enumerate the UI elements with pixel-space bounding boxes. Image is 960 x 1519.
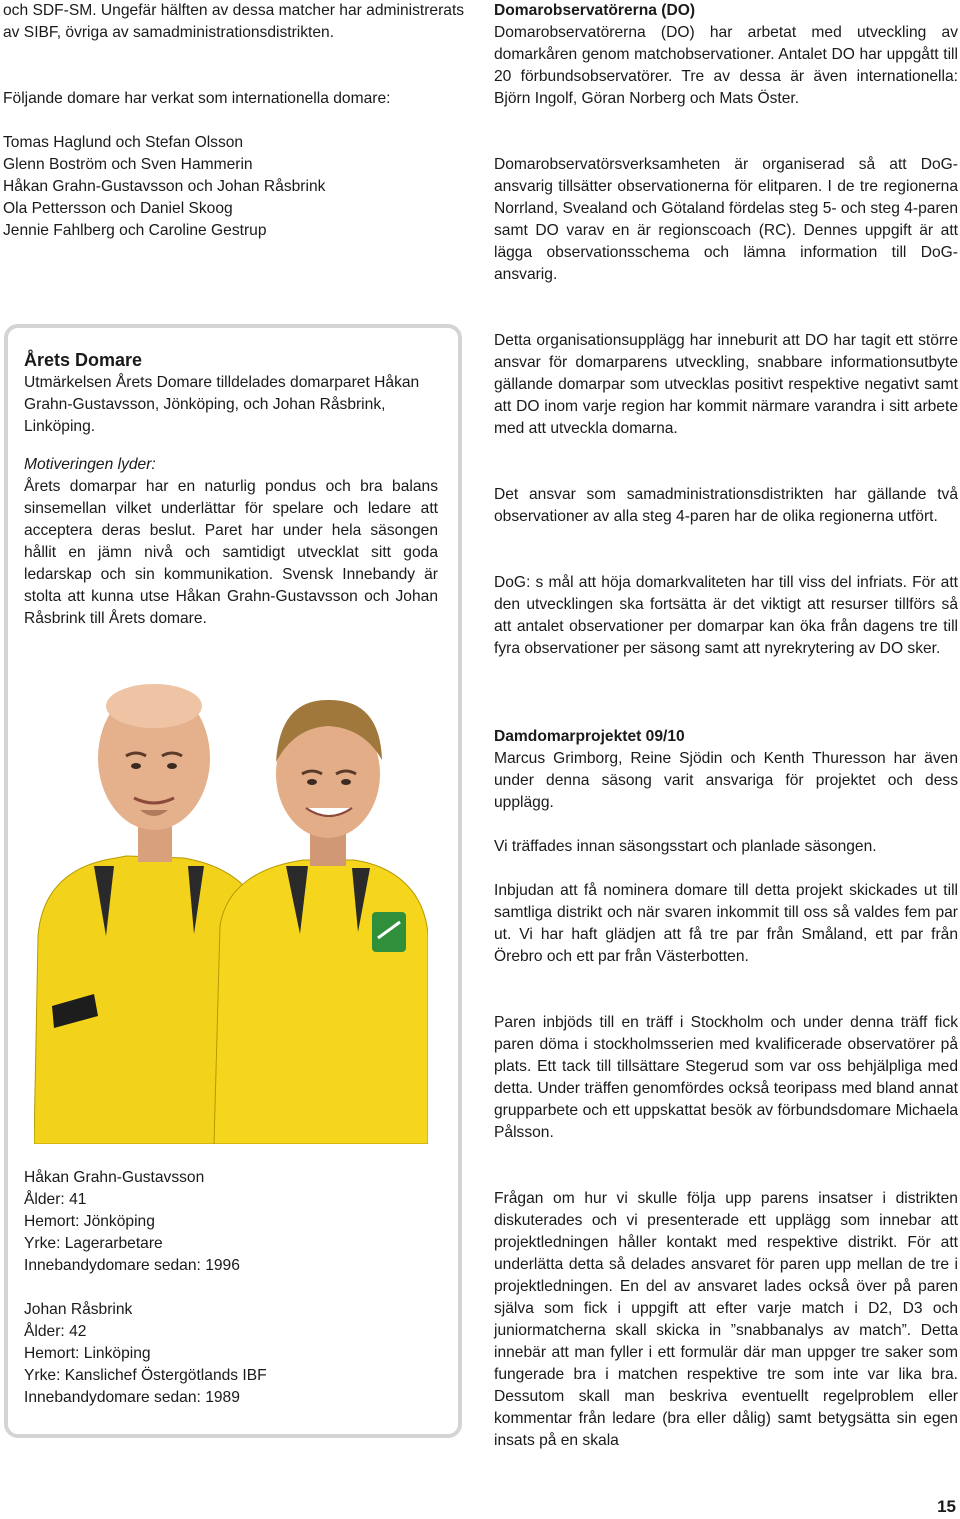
referee-hometown: Hemort: Jönköping bbox=[24, 1213, 155, 1230]
referee-bios bbox=[24, 1167, 444, 1409]
damdomar-heading: Damdomarprojektet 09/10 bbox=[494, 728, 685, 745]
international-referees-heading: Följande domare har verkat som internationella domare: bbox=[3, 90, 391, 107]
award-content bbox=[24, 348, 438, 630]
damdomar-paragraph-2: Vi träffades innan säsongsstart och planlade säsongen. bbox=[494, 838, 877, 855]
do-paragraph-2: Domarobservatörsverksamheten är organiserad så att DoG-ansvarig tillsätter observationerna för elitparen. I de tre regionerna Norrland, Svealand och Götaland fördelas steg 5- och steg 4-paren samt DO varav en är regionscoach (RC). Dennes uppgift är att lägga observationsschema och lämna information till DoG-ansvarig. bbox=[494, 156, 958, 283]
do-paragraph-3: Detta organisationsupplägg har inneburit att DO har tagit ett större ansvar för domarparens utveckling, snabbare informationsutbyte gällande domarpar som utvecklas positivt respektive negativt samt att DO inom varje region har kommit närmare varandra i sitt arbete med att utveckla domarna. bbox=[494, 332, 958, 437]
do-paragraph-5: DoG: s mål att höja domarkvaliteten har till viss del infriats. För att den utvecklingen ska fortsätta är det viktigt att resurser tillförs så att antalet observationer per domarpar kan öka från dagens tre till fyra observationer per säsong samt att nyrekrytering av DO sker. bbox=[494, 574, 958, 657]
international-referees-list bbox=[3, 132, 471, 242]
referee-since: Innebandydomare sedan: 1989 bbox=[24, 1389, 240, 1406]
list-item: Tomas Haglund och Stefan Olsson bbox=[3, 134, 244, 151]
referee-job: Yrke: Kanslichef Östergötlands IBF bbox=[24, 1367, 267, 1384]
referee-right-figure bbox=[214, 700, 428, 1144]
list-item: Håkan Grahn-Gustavsson och Johan Råsbrink bbox=[3, 178, 326, 195]
referee-since: Innebandydomare sedan: 1996 bbox=[24, 1257, 240, 1274]
referee-age: Ålder: 41 bbox=[24, 1191, 87, 1208]
referee-age: Ålder: 42 bbox=[24, 1323, 87, 1340]
list-item: Jennie Fahlberg och Caroline Gestrup bbox=[3, 222, 267, 239]
page-number: 15 bbox=[937, 1497, 956, 1516]
referee-bio-2 bbox=[24, 1299, 444, 1409]
do-paragraph-1: Domarobservatörerna (DO) har arbetat med utveckling av domarkåren genom matchobservationer. Antalet DO har uppgått till 20 förbundsobservatörer. Tre av dessa är även internationella: Björn Ingolf, Göran Norberg och Mats Öster. bbox=[494, 24, 958, 107]
list-item: Glenn Boström och Sven Hammerin bbox=[3, 156, 253, 173]
damdomar-paragraph-3: Inbjudan att få nominera domare till detta projekt skickades ut till samtliga distrikt och när svaren inkommit till oss så valdes fem par ut. Vi har haft glädjen att få tre par från Småland, ett par från Örebro och ett par från Västerbotten. bbox=[494, 882, 958, 965]
referee-job: Yrke: Lagerarbetare bbox=[24, 1235, 163, 1252]
damdomar-paragraph-1: Marcus Grimborg, Reine Sjödin och Kenth Thuresson har även under denna säsong varit ansvariga för projektet och dess upplägg. bbox=[494, 750, 958, 811]
do-heading: Domarobservatörerna (DO) bbox=[494, 2, 696, 19]
award-title: Årets Domare bbox=[24, 350, 143, 370]
intro-paragraph: och SDF-SM. Ungefär hälften av dessa matcher har administrerats av SIBF, övriga av samadministrationsdistrikten. bbox=[3, 2, 465, 41]
damdomar-paragraph-5: Frågan om hur vi skulle följa upp parens insatser i distrikten diskuterades och vi presenterade ett upplägg som innebar att projektledningen håller kontakt med respektive distrikt. För att underlätta detta så delades ansvaret för paren upp mellan de tre i projektledningen. En del av ansvaret lades också över på paren själva som fick i uppgift att efter varje match i D2, D3 och juniormatcherna skall skicka in ”snabbanalys av match”. Detta innebär att man fyller i ett formulär där man uppger tre saker som fungerade bra i matchen respektive tre som inte var lika bra. Dessutom skall man beskriva eventuellt regelproblem eller kommentar från ledare (bra eller dålig) samt betygsätta sin egen insats på en skala bbox=[494, 1190, 958, 1449]
do-paragraph-4: Det ansvar som samadministrationsdistrikten har gällande två observationer av alla steg 4-paren har de olika regionerna utfört. bbox=[494, 486, 958, 525]
motivation-label: Motiveringen lyder: bbox=[24, 456, 156, 473]
referees-photo bbox=[34, 676, 428, 1144]
award-intro: Utmärkelsen Årets Domare tilldelades domarparet Håkan Grahn-Gustavsson, Jönköping, och Johan Råsbrink, Linköping. bbox=[24, 374, 420, 435]
referee-bio-1 bbox=[24, 1167, 444, 1277]
list-item: Ola Pettersson och Daniel Skoog bbox=[3, 200, 233, 217]
motivation-text: Årets domarpar har en naturlig pondus och bra balans sinsemellan vilket underlättar för spelare och ledare att acceptera deras beslut. Paret har under hela säsongen hållit en jämn nivå och samtidigt utvecklat sitt goda ledarskap och sin kommunikation. Svensk Innebandy är stolta att kunna utse Håkan Grahn-Gustavsson och Johan Råsbrink till Årets domare. bbox=[24, 478, 438, 627]
referee-hometown: Hemort: Linköping bbox=[24, 1345, 151, 1362]
damdomar-paragraph-4: Paren inbjöds till en träff i Stockholm och under denna träff fick paren döma i stockholmsserien med kvalificerade observatörer på plats. Ett tack till tillsättare Stegerud som var oss behjälpliga med detta. Under träffen genomfördes också teoripass med bland annat grupparbete och ett uppskattat besök av förbundsdomare Michaela Pålsson. bbox=[494, 1014, 958, 1141]
referee-name: Johan Råsbrink bbox=[24, 1301, 133, 1318]
referee-name: Håkan Grahn-Gustavsson bbox=[24, 1169, 205, 1186]
